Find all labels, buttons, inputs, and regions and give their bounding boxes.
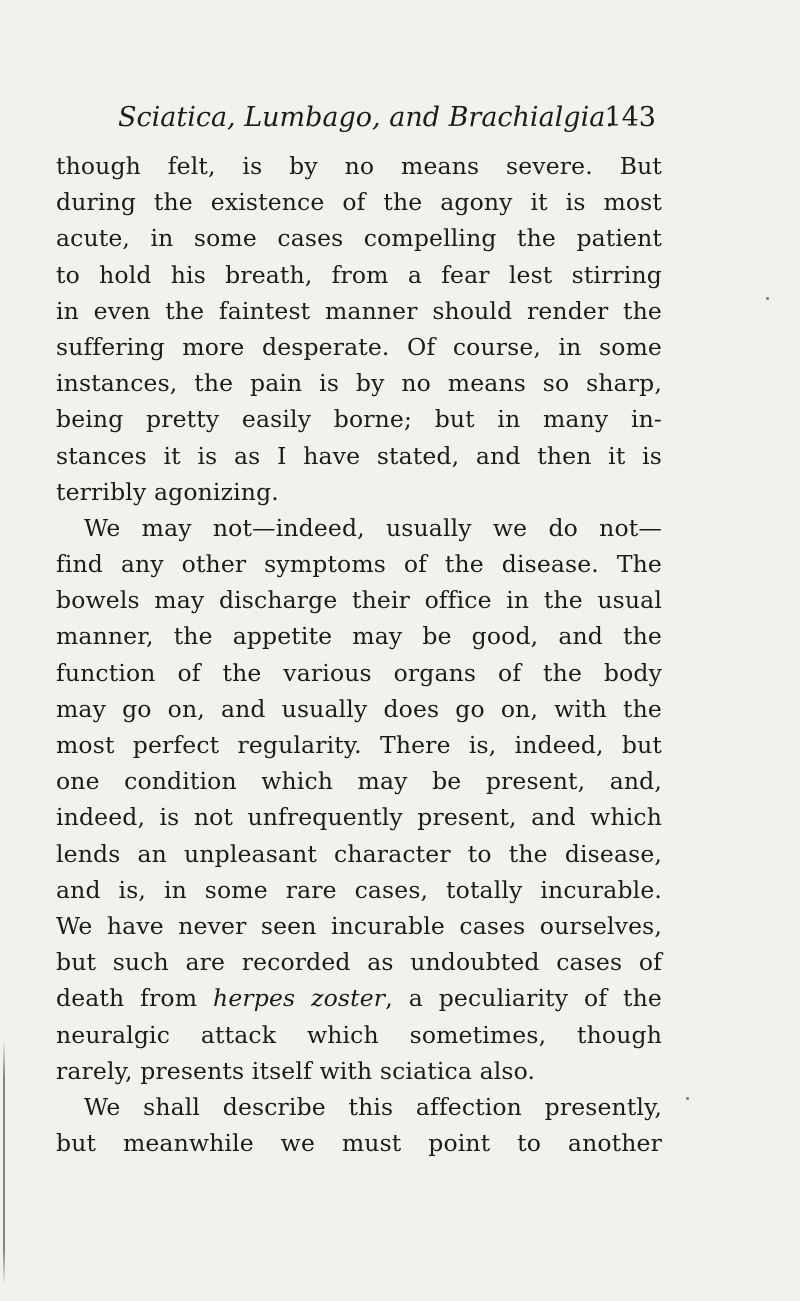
text-segment: death from (56, 984, 214, 1013)
text-line: suffering more desperate. Of course, in some (56, 332, 662, 361)
text-line: may go on, and usually does go on, with the (56, 694, 662, 723)
body-text (56, 148, 662, 1161)
running-head (118, 98, 656, 138)
text-line: but such are recorded as undoubted cases of (56, 948, 662, 977)
text-line: most perfect regularity. There is, indeed, but (56, 731, 662, 759)
text-line-with-emphasis (56, 980, 662, 1016)
text-line: stances it is as I have stated, and then it is (56, 441, 662, 470)
text-line: rarely, presents itself with sciatica also. (56, 1056, 536, 1085)
text-line: terribly agonizing. (56, 477, 279, 506)
text-line: one condition which may be present, and, (56, 767, 662, 796)
text-line: We have never seen incurable cases ourselves, (56, 911, 662, 940)
text-line: find any other symptoms of the disease. The (56, 550, 662, 579)
text-line: being pretty easily borne; but in many in- (56, 405, 662, 434)
text-line: but meanwhile we must point to another (56, 1129, 662, 1158)
text-line: neuralgic attack which sometimes, though (56, 1020, 662, 1049)
text-line: and is, in some rare cases, totally incurable. (56, 875, 662, 904)
running-title: Sciatica, Lumbago, and Brachialgia. (118, 102, 614, 133)
text-line: function of the various organs of the body (56, 658, 662, 687)
paper-speck (766, 297, 769, 300)
emphasized-term: herpes zoster (213, 984, 386, 1013)
text-line: We may not—indeed, usually we do not— (84, 513, 662, 542)
text-line: lends an unpleasant character to the disease, (56, 839, 662, 868)
text-segment: , a peculiarity of the (385, 984, 662, 1013)
text-line: though felt, is by no means severe. But (56, 152, 662, 180)
text-line: in even the faintest manner should render the (56, 296, 662, 325)
text-line: bowels may discharge their office in the usual (56, 586, 662, 615)
text-line: acute, in some cases compelling the patient (56, 224, 662, 253)
page-number: 143 (604, 102, 656, 133)
text-line: manner, the appetite may be good, and the (56, 622, 662, 651)
text-line: We shall describe this affection presently, (84, 1092, 662, 1121)
paper-speck (686, 1097, 689, 1100)
text-line: during the existence of the agony it is most (56, 188, 662, 217)
scan-edge-shadow (3, 1040, 5, 1285)
text-line: to hold his breath, from a fear lest stirring (56, 260, 662, 289)
text-line: instances, the pain is by no means so sharp, (56, 369, 662, 398)
text-line: indeed, is not unfrequently present, and which (56, 803, 662, 832)
